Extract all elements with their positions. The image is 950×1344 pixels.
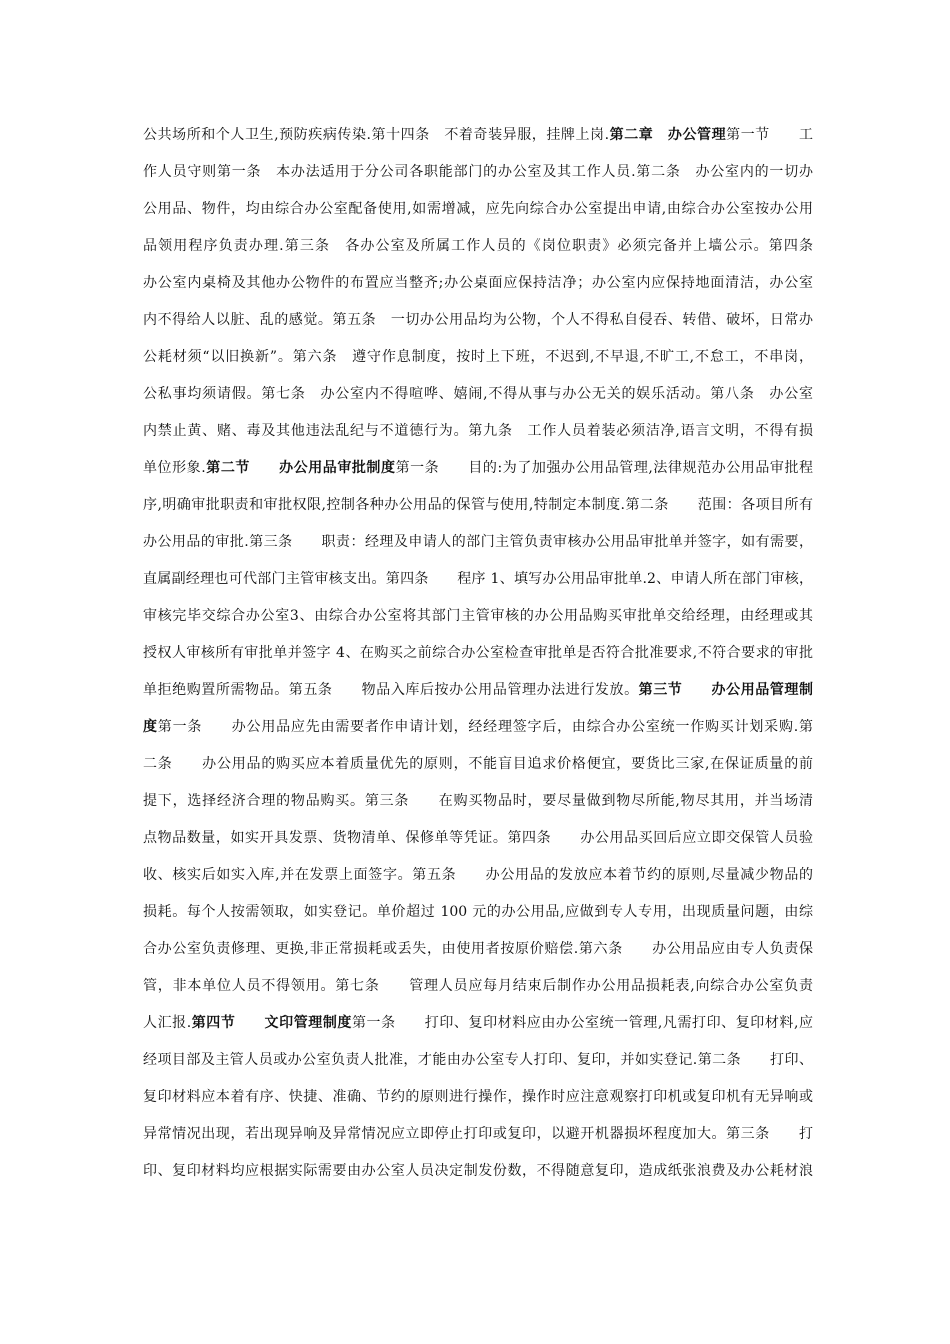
text-segment: 办公用品的审批.第三条 职责：经理及申请人的部门主管负责审核办公用品审批单并签字，如有需要，: [143, 534, 813, 550]
text-line: [143, 894, 813, 931]
text-line: [143, 561, 813, 598]
section-heading: 度: [143, 719, 158, 735]
text-segment: 直属副经理也可代部门主管审核支出。第四条 程序 1、填写办公用品审批单.2、申请人所在部门审核，: [143, 571, 813, 587]
text-segment: 公用品、物件，均由综合办公室配备使用,如需增减，应先向综合办公室提出申请,由综合办公室按办公用: [143, 201, 813, 217]
text-line: [143, 635, 813, 672]
text-segment: 公共场所和个人卫生,预防疾病传染.第十四条 不着奇装异服，挂牌上岗.: [143, 127, 610, 143]
section-heading: 第四节 文印管理制度: [191, 1015, 352, 1031]
section-heading: 第二章 办公管理: [609, 127, 727, 143]
text-line: [143, 1079, 813, 1116]
text-segment: 异常情况出现，若出现异响及异常情况应立即停止打印或复印，以避开机器损坏程度加大。第三条 打: [143, 1126, 813, 1142]
text-segment: 内禁止黄、赌、毒及其他违法乱纪与不道德行为。第九条 工作人员着装必须洁净,语言文明，不得有损: [143, 423, 813, 439]
text-segment: 第一条 打印、复印材料应由办公室统一管理,凡需打印、复印材料,应: [351, 1015, 814, 1031]
text-segment: 第一条 目的:为了加强办公用品管理,法律规范办公用品审批程: [395, 460, 814, 476]
text-segment: 审核完毕交综合办公室3、由综合办公室将其部门主管审核的办公用品购买审批单交给经理，由经理或其: [143, 608, 813, 624]
text-segment: 序,明确审批职责和审批权限,控制各种办公用品的保管与使用,特制定本制度.第二条 范围：各项目所有: [143, 497, 813, 513]
text-line: [143, 968, 813, 1005]
text-line: [143, 746, 813, 783]
text-line: [143, 598, 813, 635]
text-segment: 授权人审核所有审批单并签字 4、在购买之前综合办公室检查审批单是否符合批准要求,不符合要求的审批: [143, 645, 813, 661]
text-line: [143, 302, 813, 339]
text-line: [143, 931, 813, 968]
text-segment: 公私事均须请假。第七条 办公室内不得喧哗、嬉闹,不得从事与办公无关的娱乐活动。第八条 办公室: [143, 386, 813, 402]
text-line: [143, 265, 813, 302]
text-segment: 管，非本单位人员不得领用。第七条 管理人员应每月结束后制作办公用品损耗表,向综合办公室负责: [143, 978, 813, 994]
text-segment: 经项目部及主管人员或办公室负责人批准，才能由办公室专人打印、复印，并如实登记.第二条 打印、: [143, 1052, 813, 1068]
text-segment: 合办公室负责修理、更换,非正常损耗或丢失，由使用者按原价赔偿.第六条 办公用品应由专人负责保: [143, 941, 813, 957]
text-line: [143, 1005, 813, 1042]
text-line: [143, 857, 813, 894]
text-segment: 复印材料应本着有序、快捷、准确、节约的原则进行操作，操作时应注意观察打印机或复印机有无异响或: [143, 1089, 813, 1105]
text-line: [143, 524, 813, 561]
text-segment: 单位形象.: [143, 460, 206, 476]
text-segment: 人汇报.: [143, 1015, 192, 1031]
text-line: [143, 709, 813, 746]
text-line: [143, 672, 813, 709]
text-line: [143, 413, 813, 450]
section-heading: 第二节 办公用品审批制度: [205, 460, 396, 476]
document-body: [143, 117, 813, 1190]
text-line: [143, 228, 813, 265]
text-segment: 公耗材须“以旧换新”。第六条 遵守作息制度，按时上下班，不迟到,不早退,不旷工,不怠工，不串岗，: [143, 349, 813, 365]
text-line: [143, 450, 813, 487]
text-line: [143, 376, 813, 413]
text-line: [143, 1116, 813, 1153]
text-segment: 提下，选择经济合理的物品购买。第三条 在购买物品时，要尽量做到物尽所能,物尽其用，并当场清: [143, 793, 813, 809]
text-line: [143, 1153, 813, 1190]
text-line: [143, 1042, 813, 1079]
text-segment: 点物品数量，如实开具发票、货物清单、保修单等凭证。第四条 办公用品买回后应立即交保管人员验: [143, 830, 813, 846]
text-segment: 单拒绝购置所需物品。第五条 物品入库后按办公用品管理办法进行发放。: [143, 682, 639, 698]
text-line: [143, 487, 813, 524]
text-segment: 收、核实后如实入库,并在发票上面签字。第五条 办公用品的发放应本着节约的原则,尽量减少物品的: [143, 867, 813, 883]
text-line: [143, 820, 813, 857]
text-segment: 损耗。每个人按需领取，如实登记。单价超过 100 元的办公用品,应做到专人专用，出现质量问题，由综: [143, 904, 813, 920]
text-segment: 办公室内桌椅及其他办公物件的布置应当整齐;办公桌面应保持洁净；办公室内应保持地面清洁，办公室: [143, 275, 813, 291]
text-segment: 品领用程序负责办理.第三条 各办公室及所属工作人员的《岗位职责》必须完备并上墙公示。第四条: [143, 238, 813, 254]
text-line: [143, 191, 813, 228]
text-segment: 第一条 办公用品应先由需要者作申请计划，经经理签字后，由综合办公室统一作购买计划采购.第: [157, 719, 814, 735]
text-segment: 作人员守则第一条 本办法适用于分公司各职能部门的办公室及其工作人员.第二条 办公室内的一切办: [143, 164, 813, 180]
text-segment: 二条 办公用品的购买应本着质量优先的原则，不能盲目追求价格便宜，要货比三家,在保证质量的前: [143, 756, 813, 772]
text-line: [143, 154, 813, 191]
text-line: [143, 783, 813, 820]
text-segment: 印、复印材料均应根据实际需要由办公室人员决定制发份数，不得随意复印，造成纸张浪费及办公耗材浪: [143, 1163, 813, 1179]
text-segment: 第一节 工: [726, 127, 814, 143]
text-segment: 内不得给人以脏、乱的感觉。第五条 一切办公用品均为公物，个人不得私自侵吞、转借、破坏，日常办: [143, 312, 813, 328]
text-line: [143, 339, 813, 376]
text-line: [143, 117, 813, 154]
section-heading: 第三节 办公用品管理制: [638, 682, 814, 698]
